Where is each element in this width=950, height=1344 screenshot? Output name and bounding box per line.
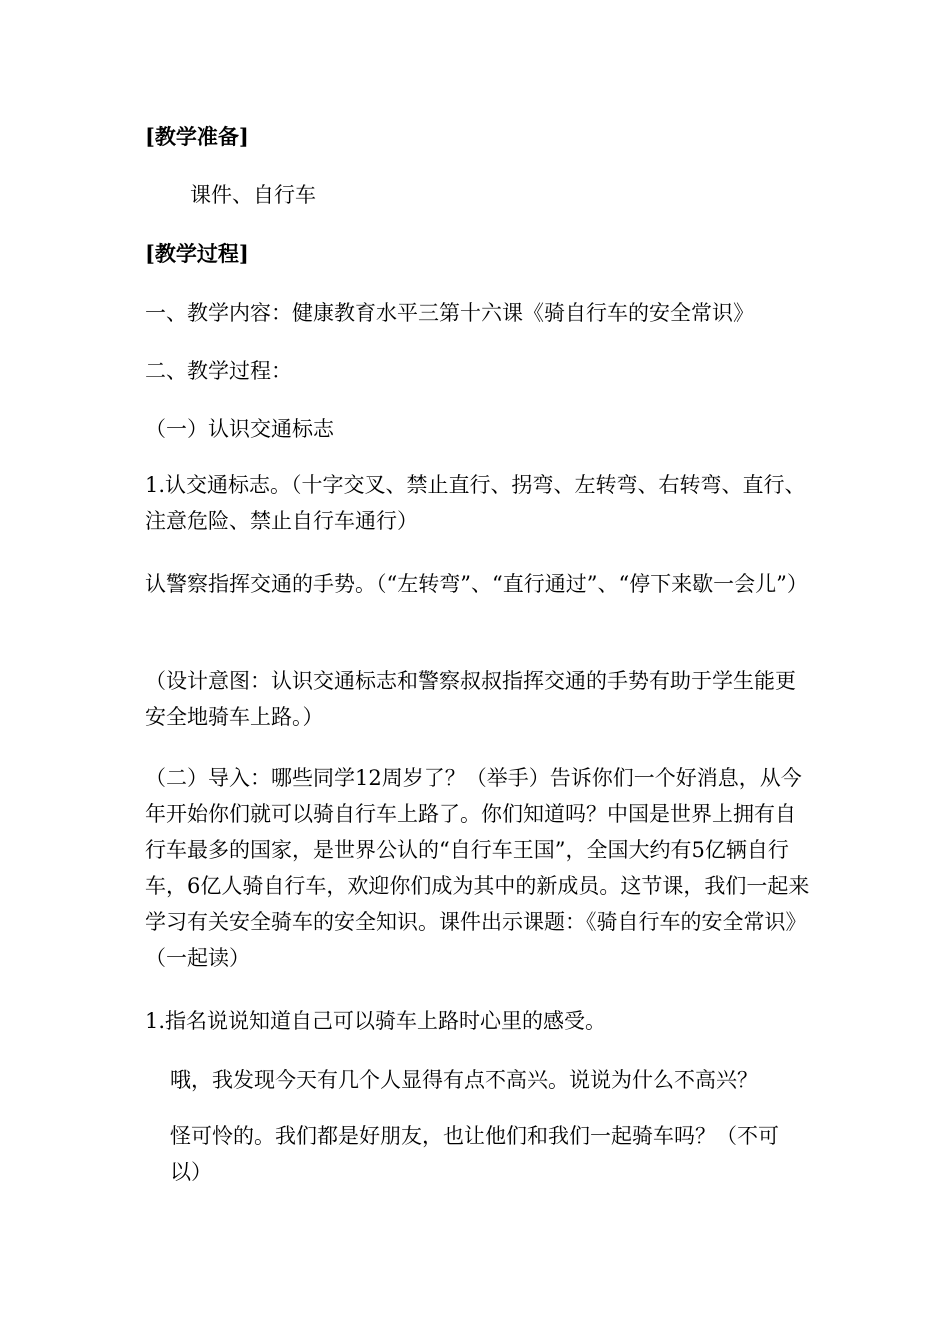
heading-teaching-process: [教学过程]	[145, 241, 249, 266]
paragraph-unhappy-students: 哦，我发现今天有几个人显得有点不高兴。说说为什么不高兴？	[170, 1068, 758, 1092]
teaching-process-item: 二、教学过程：	[145, 359, 292, 383]
heading-teaching-preparation: [教学准备]	[145, 124, 249, 149]
paragraph-riding-together: 怪可怜的。我们都是好朋友，也让他们和我们一起骑车吗？（不可以）	[170, 1124, 779, 1184]
paragraph-design-intent: （设计意图：认识交通标志和警察叔叔指挥交通的手势有助于学生能更安全地骑车上路。）	[145, 669, 796, 729]
preparation-items: 课件、自行车	[190, 183, 316, 207]
paragraph-introduction: （二）导入：哪些同学12周岁了？（举手）告诉你们一个好消息，从今年开始你们就可以骑自行车上路了。你们知道吗？中国是世界上拥有自行车最多的国家，是世界公认的“自行车王国”，全国大约有5亿辆自行车，6亿人骑自行车，欢迎你们成为其中的新成员。这节课，我们一起来学习有关安全骑车的安全知识。课件出示课题：《骑自行车的安全常识》（一起读）	[145, 766, 810, 970]
paragraph-traffic-signs: 1.认交通标志。（十字交叉、禁止直行、拐弯、左转弯、右转弯、直行、注意危险、禁止自行车通行）	[145, 473, 806, 533]
teaching-content-item: 一、教学内容：健康教育水平三第十六课《骑自行车的安全常识》	[145, 301, 754, 325]
paragraph-student-feelings: 1.指名说说知道自己可以骑车上路时心里的感受。	[145, 1009, 607, 1033]
section-traffic-signs: （一）认识交通标志	[145, 417, 334, 441]
paragraph-police-gestures: 认警察指挥交通的手势。（“左转弯”、“直行通过”、“停下来歇一会儿”）	[145, 572, 808, 596]
